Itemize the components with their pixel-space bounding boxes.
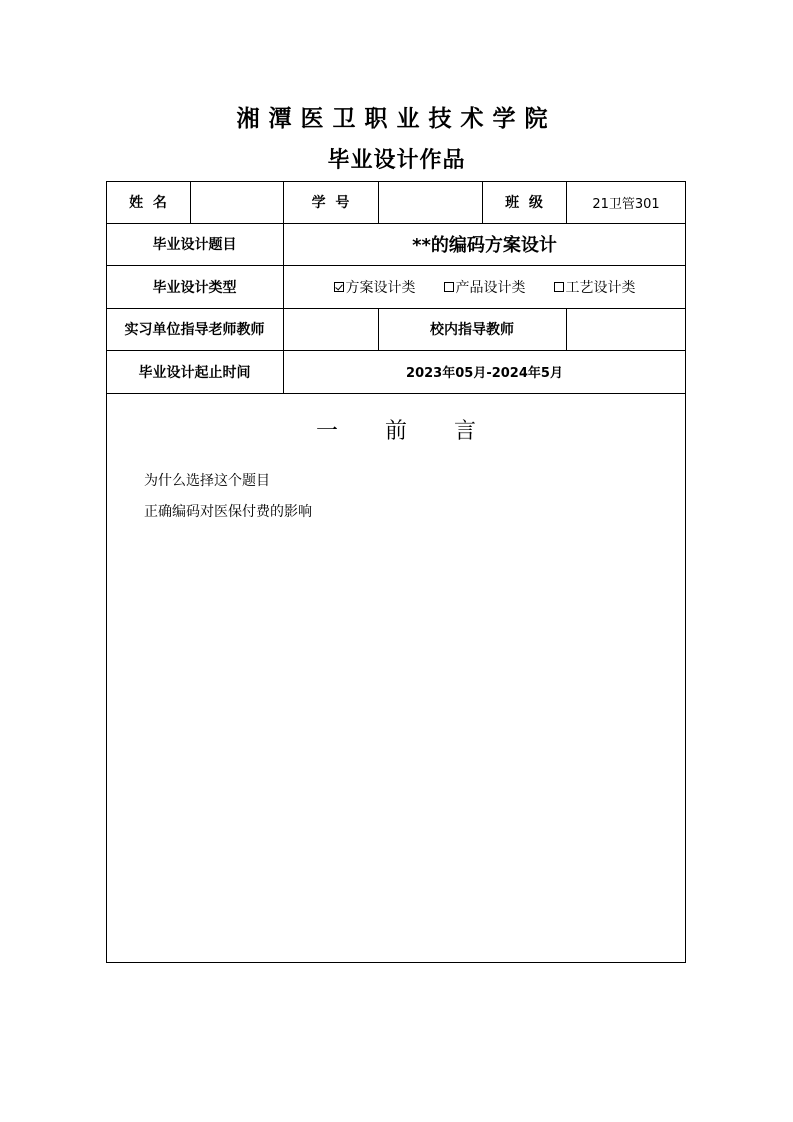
class-value[interactable]: 21卫管301 (592, 196, 660, 212)
class-label: 班 级 (505, 195, 543, 211)
type-option-label: 产品设计类 (455, 279, 526, 296)
paragraph: 正确编码对医保付费的影响 (144, 504, 312, 520)
internal-advisor-value[interactable] (566, 308, 686, 350)
checkbox-checked-icon[interactable] (334, 282, 344, 292)
checkbox-icon[interactable] (554, 282, 564, 292)
type-label: 毕业设计类型 (152, 279, 237, 296)
type-option-scheme[interactable] (334, 277, 416, 297)
section-heading (106, 414, 686, 445)
checkbox-icon[interactable] (444, 282, 454, 292)
section-title-char: 前 (384, 419, 407, 444)
topic-label: 毕业设计题目 (152, 237, 237, 253)
type-option-label: 工艺设计类 (565, 279, 636, 296)
student-id-label: 学 号 (311, 195, 350, 211)
school-name: 湘潭医卫职业技术学院 (236, 105, 557, 132)
period-value[interactable]: 2023年05月-2024年5月 (406, 366, 563, 381)
name-value[interactable] (190, 181, 283, 223)
type-option-label: 方案设计类 (345, 279, 416, 296)
table-rule (106, 393, 686, 394)
student-id-value[interactable] (378, 181, 482, 223)
internal-advisor-label: 校内指导教师 (430, 322, 514, 338)
topic-value[interactable]: **的编码方案设计 (412, 235, 557, 256)
section-title-char: 言 (454, 419, 477, 444)
period-label: 毕业设计起止时间 (138, 364, 251, 381)
section-number: 一 (315, 419, 338, 444)
name-label: 姓 名 (129, 195, 167, 211)
type-options (283, 265, 686, 308)
type-option-process[interactable] (554, 277, 636, 297)
paragraph: 为什么选择这个题目 (144, 473, 270, 489)
external-advisor-value[interactable] (283, 308, 378, 350)
external-advisor-label: 实习单位指导老师教师 (124, 322, 265, 338)
type-option-product[interactable] (444, 277, 526, 297)
document-title: 毕业设计作品 (327, 148, 466, 173)
